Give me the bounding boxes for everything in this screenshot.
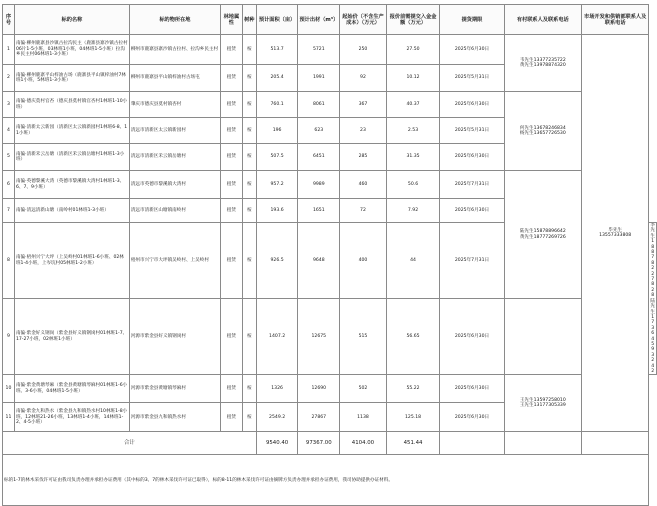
row-deposit: 56.65 [386,299,440,375]
row-location: 清远市英德市黎溪镇大湾村 [129,171,220,199]
row-ownership: 租赁 [220,403,242,432]
total-empty-deadline [440,432,504,455]
row-seq: 3 [3,92,15,118]
row-area: 957.2 [256,171,298,199]
row-deadline: 2025年6月30日 [440,403,504,432]
total-cost: 4104.00 [340,432,387,455]
header-cost: 起始价（不含生产成本）（万元） [340,5,387,35]
row-location: 柳州市鹿寨县平山镇梓油村古场屯 [129,65,220,92]
note-row [3,455,657,506]
row-deadline: 2025年7月31日 [440,171,504,199]
header-location: 标的物所在地 [129,5,220,35]
row-name: 南偏·柳州鹿寨平山梓油古场（鹿寨县平山镇梓油村7林班1小班，5林班1-3小班） [14,65,129,92]
row-deposit: 40.37 [386,92,440,118]
row-area: 513.7 [256,35,298,65]
row-species: 桉 [242,199,256,223]
row-area: 193.6 [256,199,298,223]
row-ownership: 租赁 [220,118,242,144]
row-species: 桉 [242,65,256,92]
row-seq: 6 [3,171,15,199]
row-location: 肇庆市德庆县莫村镇杏村 [129,92,220,118]
row-volume: 623 [298,118,340,144]
row-volume: 5721 [298,35,340,65]
header-row [3,5,657,35]
row-name: 南偏·清远清新山塘（南岭村01林班1-3小班） [14,199,129,223]
row-name: 南偏·柳州鹿寨县沙镇古拉沟民主（鹿寨县寨沙镇古拉村06片1-5小班，03林班1小班，04林班1-5小班）拉沟乡民主村06林班1-3小班） [14,35,129,65]
row-cost: 502 [340,375,387,403]
row-name: 南偏·紫金九和热水（紫金县九和镇热水村10林班1-8小班，12林班21-26小班，13林班1-4小班，14林班1-2、4-5小班） [14,403,129,432]
row-cost: 1138 [340,403,387,432]
row-area: 507.5 [256,144,298,171]
row-species: 桉 [242,171,256,199]
row-deposit: 10.12 [386,65,440,92]
row-location: 清远市清新区山塘镇南岭村 [129,199,220,223]
row-volume: 1991 [298,65,340,92]
header-deadline: 提货期限 [440,5,504,35]
header-contact: 有村联系人及联系电话 [504,5,581,35]
row-volume: 1651 [298,199,340,223]
village-contact: 陆先生15878896642 黄先生18777269726 [504,171,581,299]
table-row [3,92,657,118]
header-market: 市场开发和供销部联系人及联系电话 [581,5,648,35]
row-deadline: 2025年5月31日 [440,118,504,144]
row-deposit: 27.50 [386,35,440,65]
row-cost: 250 [340,35,387,65]
row-cost: 285 [340,144,387,171]
row-area: 205.4 [256,65,298,92]
row-seq: 9 [3,299,15,375]
header-name: 标的名称 [14,5,129,35]
row-deposit: 55.22 [386,375,440,403]
row-volume: 9989 [298,171,340,199]
row-area: 2549.2 [256,403,298,432]
row-cost: 460 [340,171,387,199]
row-ownership: 租赁 [220,171,242,199]
row-area: 926.5 [256,223,298,299]
row-volume: 9648 [298,223,340,299]
row-species: 桉 [242,375,256,403]
total-label: 合计 [3,432,257,455]
row-deposit: 31.35 [386,144,440,171]
row-ownership: 租赁 [220,144,242,171]
row-volume: 12675 [298,299,340,375]
row-location: 梧州市兴宁市大坪镇吴岭村、上吴岭村 [129,223,220,299]
row-deadline: 2025年5月31日 [440,65,504,92]
row-location: 河源市紫金县黄塘镇琴麻村 [129,375,220,403]
market-contact: 毕先生 13557333808 [581,35,648,432]
row-deposit: 2.53 [386,118,440,144]
row-volume: 6451 [298,144,340,171]
row-ownership: 租赁 [220,65,242,92]
header-area: 预计面积（亩） [256,5,298,35]
total-volume: 97367.00 [298,432,340,455]
row-area: 1407.2 [256,299,298,375]
row-species: 桉 [242,299,256,375]
row-location: 清远市清新区禾云镇岳塘村 [129,144,220,171]
village-contact: 李先生18878227828 陆先生17364593242 [650,223,655,374]
row-ownership: 租赁 [220,199,242,223]
row-cost: 400 [340,223,387,299]
row-seq: 7 [3,199,15,223]
total-deposit: 451.44 [386,432,440,455]
row-seq: 8 [3,223,15,299]
row-cost: 23 [340,118,387,144]
row-name: 南偏·紫金好义钢岗（紫金县好义镇钢岗村01林班1-7、17-27小班，02林班1小班） [14,299,129,375]
row-species: 桉 [242,403,256,432]
row-deadline: 2025年6月30日 [440,375,504,403]
row-deadline: 2025年6月30日 [440,35,504,65]
row-seq: 2 [3,65,15,92]
total-area: 9540.40 [256,432,298,455]
row-ownership: 租赁 [220,223,242,299]
row-species: 桉 [242,92,256,118]
row-cost: 92 [340,65,387,92]
row-name: 南偏·梧州兴宁大坪（上吴岭村01林班1-6小班、02林班1-4小班，上岑坑村05林班1-2小班） [14,223,129,299]
row-deposit: 44 [386,223,440,299]
row-seq: 5 [3,144,15,171]
row-cost: 72 [340,199,387,223]
row-species: 桉 [242,35,256,65]
row-location: 河源市紫金县九和镇热水村 [129,403,220,432]
village-contact: 王先生13597258010 王先生13177305339 [504,375,581,432]
row-volume: 8061 [298,92,340,118]
row-area: 760.1 [256,92,298,118]
table-row [3,375,657,403]
row-deadline: 2025年6月30日 [440,144,504,171]
row-location: 河源市紫金县好义镇钢岗村 [129,299,220,375]
row-ownership: 租赁 [220,375,242,403]
row-location: 柳州市鹿寨县寨沙镇古拉村、拉沟乡民主村 [129,35,220,65]
village-contact: 韦先生13377235722 黄先生13978874320 [504,35,581,92]
row-seq: 10 [3,375,15,403]
table-row [3,299,657,375]
total-row [3,432,657,455]
row-species: 桉 [242,223,256,299]
row-deposit: 125.18 [386,403,440,432]
row-deposit: 7.92 [386,199,440,223]
header-deposit: 报价前需提交入金金额（万元） [386,5,440,35]
row-seq: 4 [3,118,15,144]
row-name: 南偏·英德黎溪大湾（英德市黎溪镇大湾村1林班1-3、6、7、9小班） [14,171,129,199]
row-ownership: 租赁 [220,35,242,65]
header-species: 树种 [242,5,256,35]
row-area: 196 [256,118,298,144]
row-ownership: 租赁 [220,92,242,118]
row-volume: 12690 [298,375,340,403]
table-row [3,35,657,65]
row-deadline: 2025年6月30日 [440,92,504,118]
row-seq: 1 [3,35,15,65]
row-location: 清远市清新区太云镇新园村 [129,118,220,144]
row-deadline: 2025年7月31日 [440,223,504,299]
row-name: 南偏·紫金黄塘琴麻（紫金县黄塘镇琴麻村01林班1-6小班、3-6小班，04林班1-5小班） [14,375,129,403]
header-ownership: 林地属性 [220,5,242,35]
row-cost: 367 [340,92,387,118]
header-seq: 序号 [3,5,15,35]
row-deadline: 2025年6月30日 [440,199,504,223]
total-empty-contact [504,432,581,455]
header-volume: 预计出材（m³） [298,5,340,35]
table-row [3,171,657,199]
listing-table [2,4,657,506]
row-name: 南偏·德庆莫村官杏（德庆县莫村镇官杏村1林班1-10小班） [14,92,129,118]
row-name: 南偏·清新太云新园（清新区太云镇新园村1林班6-8、11小班） [14,118,129,144]
row-deadline: 2025年6月30日 [440,299,504,375]
row-cost: 515 [340,299,387,375]
row-name: 南偏·清新禾云岳塘（清新区禾云镇岳塘村1林班1-3小班） [14,144,129,171]
row-deposit: 50.6 [386,171,440,199]
row-seq: 11 [3,403,15,432]
row-species: 桉 [242,118,256,144]
total-empty-market [581,432,648,455]
row-area: 1326 [256,375,298,403]
village-contact: 何先生13678246834 杨先生13657726530 [504,92,581,171]
footnote: 标的1-7的林木采伐许可证由我司负责办理并承担办证费用（其中标的3、7的林木采伐许可证已取得），标的8-11的林木采伐许可证由摘牌方负责办理并承担办证费用，我司协助提供办证材料。 [3,455,649,506]
row-species: 桉 [242,144,256,171]
row-volume: 27867 [298,403,340,432]
row-ownership: 租赁 [220,299,242,375]
